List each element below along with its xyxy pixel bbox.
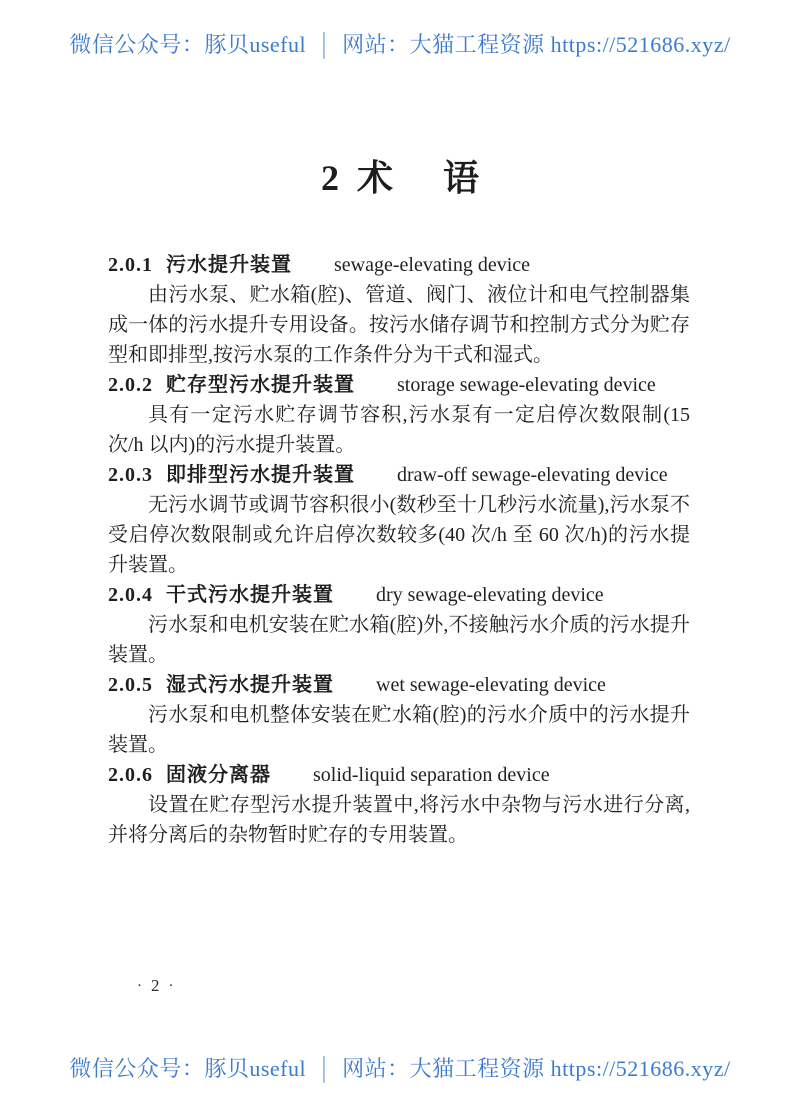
page-number-left-dot: · (137, 978, 144, 994)
term-english: draw-off sewage-elevating device (397, 464, 668, 486)
page-number-right-dot: · (168, 978, 176, 994)
term-heading (108, 580, 690, 610)
page-number (130, 976, 183, 996)
term-definition: 设置在贮存型污水提升装置中,将污水中杂物与污水进行分离,并将分离后的杂物暂时贮存的专用装置。 (108, 794, 690, 846)
term-number: 2.0.3 (108, 464, 153, 486)
term-chinese: 干式污水提升装置 (166, 584, 334, 606)
term-entry (108, 370, 690, 460)
term-number: 2.0.5 (108, 674, 153, 696)
page-number-value: 2 (151, 976, 162, 995)
terminology-content (108, 250, 690, 850)
term-number: 2.0.4 (108, 584, 153, 606)
chapter-title (0, 150, 800, 201)
term-chinese: 贮存型污水提升装置 (166, 374, 355, 396)
term-heading (108, 670, 690, 700)
term-chinese: 即排型污水提升装置 (166, 464, 355, 486)
watermark-header (0, 28, 800, 59)
term-heading (108, 760, 690, 790)
term-definition: 污水泵和电机安装在贮水箱(腔)外,不接触污水介质的污水提升装置。 (108, 614, 690, 666)
term-chinese: 湿式污水提升装置 (166, 674, 334, 696)
watermark-header-separator: │ (316, 32, 333, 57)
watermark-header-right: 网站：大猫工程资源 https://521686.xyz/ (342, 32, 731, 57)
chapter-number: 2 (320, 158, 339, 198)
watermark-footer-right: 网站：大猫工程资源 https://521686.xyz/ (342, 1056, 731, 1081)
term-english: storage sewage-elevating device (397, 374, 656, 396)
term-english: wet sewage-elevating device (376, 674, 606, 696)
term-definition: 无污水调节或调节容积很小(数秒至十几秒污水流量),污水泵不受启停次数限制或允许启停次数较多(40 次/h 至 60 次/h)的污水提升装置。 (108, 494, 690, 576)
term-chinese: 固液分离器 (166, 764, 271, 786)
term-entry (108, 250, 690, 370)
term-number: 2.0.1 (108, 254, 153, 276)
term-heading (108, 460, 690, 490)
term-definition: 由污水泵、贮水箱(腔)、管道、阀门、液位计和电气控制器集成一体的污水提升专用设备。按污水储存调节和控制方式分为贮存型和即排型,按污水泵的工作条件分为干式和湿式。 (108, 284, 690, 366)
term-english: solid-liquid separation device (313, 764, 550, 786)
term-number: 2.0.2 (108, 374, 153, 396)
term-entry (108, 670, 690, 760)
term-heading (108, 250, 690, 280)
watermark-footer (0, 1052, 800, 1083)
term-english: sewage-elevating device (334, 254, 531, 276)
watermark-footer-left: 微信公众号：豚贝useful (69, 1056, 307, 1081)
term-english: dry sewage-elevating device (376, 584, 604, 606)
chapter-title-char-2: 语 (443, 158, 480, 198)
term-entry (108, 460, 690, 580)
term-number: 2.0.6 (108, 764, 153, 786)
term-definition: 污水泵和电机整体安装在贮水箱(腔)的污水介质中的污水提升装置。 (108, 704, 690, 756)
term-entry (108, 760, 690, 850)
term-entry (108, 580, 690, 670)
term-chinese: 污水提升装置 (166, 254, 292, 276)
term-definition: 具有一定污水贮存调节容积,污水泵有一定启停次数限制(15 次/h 以内)的污水提升装置。 (108, 404, 690, 456)
chapter-title-char-1: 术 (356, 158, 393, 198)
watermark-footer-separator: │ (316, 1056, 333, 1081)
watermark-header-left: 微信公众号：豚贝useful (69, 32, 307, 57)
term-heading (108, 370, 690, 400)
